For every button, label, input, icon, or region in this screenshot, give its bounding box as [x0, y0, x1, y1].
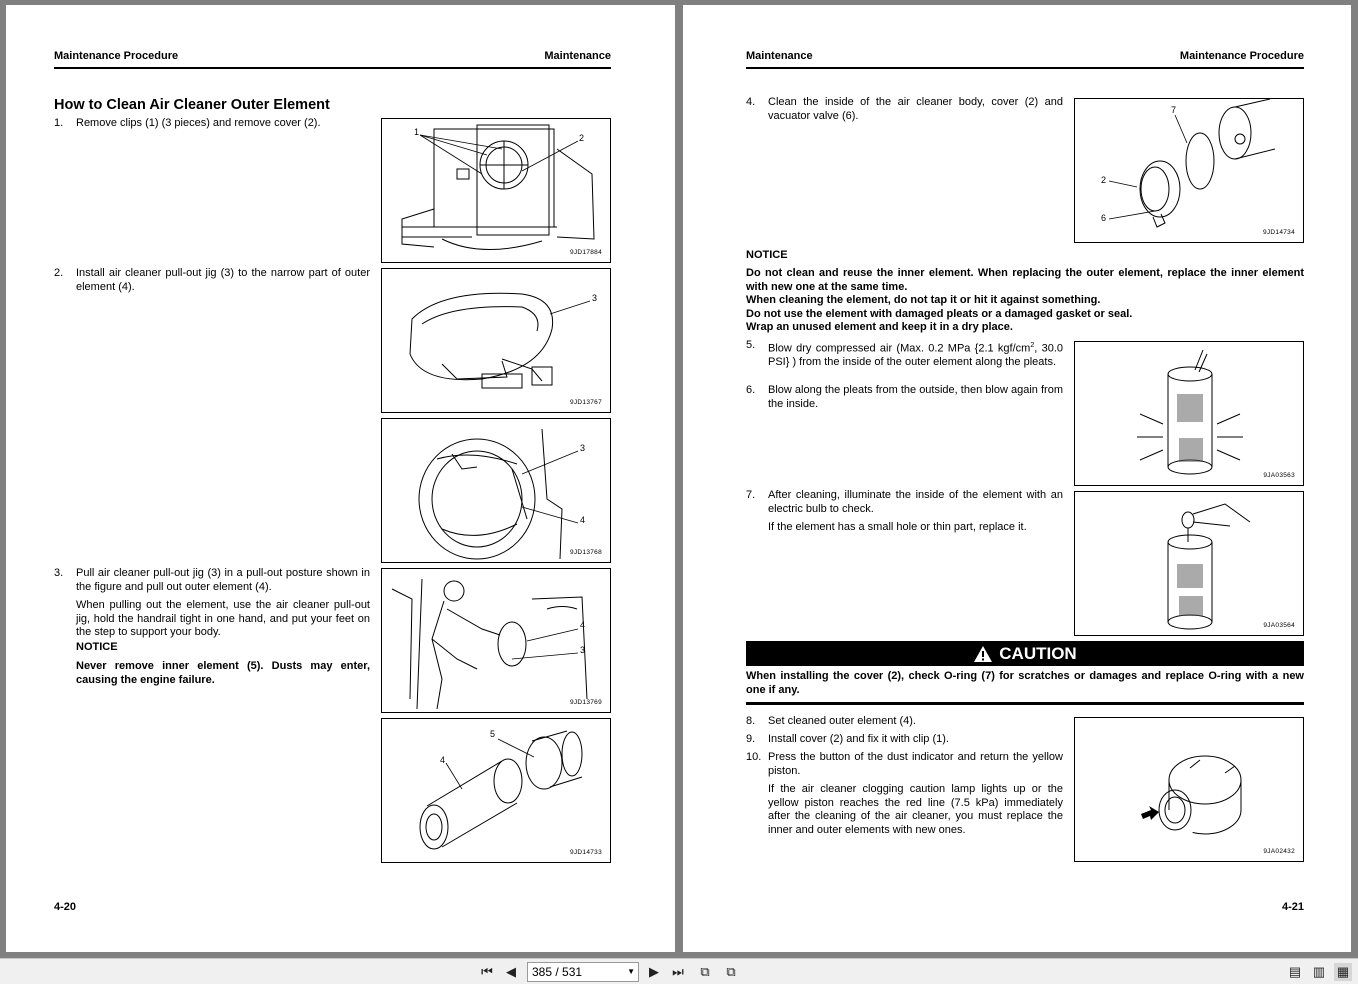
callout-label: 3 [580, 645, 586, 655]
callout-label: 2 [1101, 175, 1107, 185]
step-number: 6. [746, 384, 756, 396]
step-number: 7. [746, 489, 756, 501]
step-text: Pull air cleaner pull-out jig (3) in a pull-out posture shown in the figure and pull out outer element (4). [76, 567, 370, 593]
figure-code: 9JD13768 [569, 549, 602, 556]
figure-bulb-check [1074, 491, 1304, 636]
figure-remove-cover [381, 118, 611, 263]
illustration-elements [382, 719, 611, 863]
step-number: 5. [746, 339, 756, 351]
figure-code: 9JA02432 [1263, 848, 1295, 855]
step-number: 8. [746, 715, 756, 727]
callout-label: 4 [580, 515, 586, 525]
step-text: Remove clips (1) (3 pieces) and remove cover (2). [76, 117, 321, 129]
step-text: Set cleaned outer element (4). [768, 715, 916, 727]
callout-label: 3 [580, 443, 586, 453]
step-number: 1. [54, 117, 64, 129]
navigation-toolbar [0, 958, 1358, 984]
illustration-operator-pulling [382, 569, 611, 713]
prev-page-icon[interactable]: ◀ [506, 964, 516, 979]
header-left: Maintenance [746, 50, 813, 62]
notice-line-3: Do not use the element with damaged pleats or a damaged gasket or seal. [746, 308, 1133, 320]
illustration-pull-out-jig [382, 269, 611, 413]
step-number: 4. [746, 96, 756, 108]
illustration-jig-installed [382, 419, 611, 563]
step-7-note: If the element has a small hole or thin part, replace it. [768, 521, 1027, 533]
step-number: 10. [746, 751, 762, 763]
page-number-value: 385 / 531 [532, 965, 583, 979]
step-text: Install cover (2) and fix it with clip (1). [768, 733, 949, 745]
figure-code: 9JD13767 [569, 399, 602, 406]
first-page-icon[interactable]: ⏮ [481, 964, 493, 979]
figure-code: 9JD17884 [569, 249, 602, 256]
warning-triangle-icon [973, 645, 993, 663]
callout-label: 1 [414, 127, 420, 137]
figure-code: 9JA03563 [1263, 472, 1295, 479]
caution-rule [746, 702, 1304, 705]
figure-cover-vacuator [1074, 98, 1304, 243]
illustration-bulb-check [1075, 492, 1304, 636]
step-10-note: If the air cleaner clogging caution lamp lights up or the yellow piston reaches the red line (7.5 kPa) immediately after the cleaning of the air cleaner, you must replace the inner and outer elements with new ones. [768, 783, 1063, 836]
header-right: Maintenance Procedure [1179, 50, 1304, 62]
figure-code: 9JD14734 [1262, 229, 1295, 236]
figure-code: 9JD13769 [569, 699, 602, 706]
step-number: 2. [54, 267, 64, 279]
page-number: 4-20 [54, 901, 77, 913]
notice-label: NOTICE [746, 249, 788, 261]
figure-code: 9JD14733 [569, 849, 602, 856]
next-page-icon[interactable]: ▶ [649, 964, 659, 979]
illustration-cover-oring [1075, 99, 1304, 243]
step-text: Blow along the pleats from the outside, then blow again from the inside. [768, 384, 1063, 410]
step-text: After cleaning, illuminate the inside of the element with an electric bulb to check. [768, 489, 1063, 515]
callout-label: 2 [579, 133, 585, 143]
step-number: 9. [746, 733, 756, 745]
header-right: Maintenance [544, 50, 611, 62]
previous-view-icon[interactable]: ⧉ [700, 964, 710, 979]
notice-line-1: Do not clean and reuse the inner element. When replacing the outer element, replace the inner element with new one at the same time. [746, 267, 1304, 293]
figure-outer-inner-element [381, 718, 611, 863]
caution-text: When installing the cover (2), check O-ring (7) for scratches or damages and replace O-ring with a new one if any. [746, 670, 1304, 696]
figure-code: 9JA03564 [1263, 622, 1295, 629]
notice-text: Never remove inner element (5). Dusts may enter, causing the engine failure. [76, 660, 370, 686]
page-left [6, 5, 675, 952]
caution-banner [746, 641, 1304, 666]
step-text: Press the button of the dust indicator and return the yellow piston. [768, 751, 1063, 777]
callout-label: 4 [580, 620, 586, 630]
page-right [683, 5, 1351, 952]
notice-line-2: When cleaning the element, do not tap it or hit it against something. [746, 294, 1101, 306]
step-text: Clean the inside of the air cleaner body, cover (2) and vacuator valve (6). [768, 96, 1063, 122]
illustration-air-cleaner-housing [382, 119, 611, 263]
header-left: Maintenance Procedure [54, 50, 179, 62]
figure-blow-air [1074, 341, 1304, 486]
figure-pull-out-jig [381, 268, 611, 413]
callout-label: 4 [440, 755, 446, 765]
caution-label: CAUTION [999, 643, 1077, 663]
last-page-icon[interactable]: ⏭ [672, 964, 684, 979]
facing-pages-icon[interactable]: ▦ [1334, 963, 1352, 981]
figure-dust-indicator [1074, 717, 1304, 862]
step-text: Install air cleaner pull-out jig (3) to the narrow part of outer element (4). [76, 267, 370, 293]
notice-line-4: Wrap an unused element and keep it in a dry place. [746, 321, 1013, 333]
illustration-blow-air [1075, 342, 1304, 486]
step-number: 3. [54, 567, 64, 579]
callout-label: 3 [592, 293, 598, 303]
callout-label: 7 [1171, 105, 1177, 115]
continuous-icon[interactable]: ▥ [1312, 964, 1326, 979]
header-rule [54, 67, 611, 69]
header-rule [746, 67, 1304, 69]
notice-label: NOTICE [76, 641, 118, 653]
callout-label: 6 [1101, 213, 1107, 223]
single-page-icon[interactable]: ▤ [1288, 964, 1302, 979]
next-view-icon[interactable]: ⧉ [726, 964, 736, 979]
figure-pull-out-posture [381, 568, 611, 713]
chevron-down-icon[interactable]: ▼ [627, 967, 635, 976]
page-number-field[interactable] [527, 962, 639, 982]
step-text: Blow dry compressed air (Max. 0.2 MPa {2.1 kgf/$cm^2$, 30.0 PSI} ) from the inside of the outer element along the pleats. [768, 342, 1063, 369]
page-number: 4-21 [1281, 901, 1304, 913]
callout-label: 5 [490, 729, 496, 739]
illustration-dust-indicator [1075, 718, 1304, 862]
figure-jig-installed [381, 418, 611, 563]
section-title: How to Clean Air Cleaner Outer Element [54, 97, 330, 113]
step-3-note: When pulling out the element, use the air cleaner pull-out jig, hold the handrail tight in one hand, and put your feet on the step to support your body. [76, 599, 370, 639]
